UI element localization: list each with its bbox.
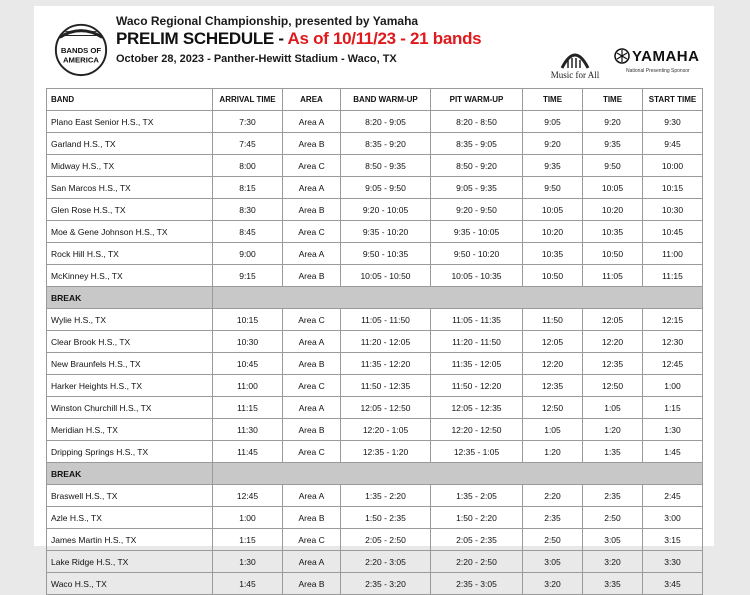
cell-time-2: 1:05 [583,397,643,419]
table-row [47,331,703,353]
cell-band-warmup: 12:05 - 12:50 [341,397,431,419]
cell-band-name: McKinney H.S., TX [47,265,213,287]
break-row [47,463,703,485]
table-row [47,155,703,177]
cell-start-time: 12:45 [643,353,703,375]
cell-start-time: 3:00 [643,507,703,529]
col-header-start: START TIME [643,89,703,111]
cell-time-2: 3:05 [583,529,643,551]
cell-start-time: 12:15 [643,309,703,331]
schedule-title [116,29,536,53]
svg-text:AMERICA: AMERICA [62,55,100,65]
cell-pit-warmup: 2:05 - 2:35 [431,529,523,551]
table-row [47,397,703,419]
cell-arrival-time: 10:30 [213,331,283,353]
cell-arrival-time: 8:15 [213,177,283,199]
title-block [116,14,536,65]
schedule-title-date: As of 10/11/23 - 21 bands [287,29,482,48]
cell-arrival-time: 7:30 [213,111,283,133]
cell-arrival-time: 1:15 [213,529,283,551]
cell-arrival-time: 1:00 [213,507,283,529]
cell-band-warmup: 12:35 - 1:20 [341,441,431,463]
cell-time-2: 12:05 [583,309,643,331]
cell-time-2: 2:50 [583,507,643,529]
cell-band-warmup: 11:05 - 11:50 [341,309,431,331]
cell-band-name: James Martin H.S., TX [47,529,213,551]
cell-band-name: Glen Rose H.S., TX [47,199,213,221]
table-row [47,221,703,243]
cell-start-time: 3:45 [643,573,703,595]
col-header-band: BAND [47,89,213,111]
table-row [47,529,703,551]
cell-band-warmup: 12:20 - 1:05 [341,419,431,441]
cell-time-1: 12:50 [523,397,583,419]
cell-band-warmup: 9:35 - 10:20 [341,221,431,243]
cell-arrival-time: 9:15 [213,265,283,287]
col-header-pit-warmup: PIT WARM-UP [431,89,523,111]
cell-arrival-time: 10:45 [213,353,283,375]
cell-pit-warmup: 1:35 - 2:05 [431,485,523,507]
event-name: Waco Regional Championship, presented by Yamaha [116,14,419,28]
cell-area: Area A [283,485,341,507]
cell-area: Area B [283,419,341,441]
cell-pit-warmup: 8:35 - 9:05 [431,133,523,155]
cell-time-2: 12:20 [583,331,643,353]
schedule-body [47,111,703,595]
cell-time-1: 10:35 [523,243,583,265]
cell-start-time: 11:15 [643,265,703,287]
music-for-all-text: Music for All [550,70,600,80]
cell-band-name: Azle H.S., TX [47,507,213,529]
cell-time-1: 9:20 [523,133,583,155]
header [34,6,714,86]
col-header-area: AREA [283,89,341,111]
cell-arrival-time: 1:45 [213,573,283,595]
cell-area: Area C [283,309,341,331]
cell-time-2: 10:05 [583,177,643,199]
cell-pit-warmup: 12:05 - 12:35 [431,397,523,419]
table-row [47,177,703,199]
table-row [47,419,703,441]
cell-start-time: 10:30 [643,199,703,221]
cell-arrival-time: 8:30 [213,199,283,221]
cell-area: Area A [283,177,341,199]
schedule-title-main: PRELIM SCHEDULE - [116,29,284,48]
cell-band-name: Dripping Springs H.S., TX [47,441,213,463]
table-row [47,265,703,287]
cell-area: Area C [283,221,341,243]
cell-arrival-time: 9:00 [213,243,283,265]
table-row [47,441,703,463]
cell-pit-warmup: 8:50 - 9:20 [431,155,523,177]
cell-band-name: San Marcos H.S., TX [47,177,213,199]
cell-band-warmup: 1:35 - 2:20 [341,485,431,507]
cell-band-name: Garland H.S., TX [47,133,213,155]
cell-start-time: 2:45 [643,485,703,507]
table-row [47,111,703,133]
cell-band-warmup: 8:35 - 9:20 [341,133,431,155]
cell-band-name: Lake Ridge H.S., TX [47,551,213,573]
cell-time-1: 11:50 [523,309,583,331]
cell-pit-warmup: 9:50 - 10:20 [431,243,523,265]
cell-band-warmup: 9:05 - 9:50 [341,177,431,199]
schedule-sheet [34,6,714,589]
cell-area: Area C [283,375,341,397]
cell-pit-warmup: 11:20 - 11:50 [431,331,523,353]
cell-time-2: 9:50 [583,155,643,177]
table-row [47,353,703,375]
yamaha-wordmark: YAMAHA [632,48,700,65]
cell-time-1: 12:20 [523,353,583,375]
break-label: BREAK [47,463,213,485]
cell-arrival-time: 8:45 [213,221,283,243]
cell-pit-warmup: 11:35 - 12:05 [431,353,523,375]
cell-time-1: 10:05 [523,199,583,221]
cell-time-2: 11:05 [583,265,643,287]
cell-time-2: 12:35 [583,353,643,375]
cell-time-1: 1:05 [523,419,583,441]
cell-band-name: New Braunfels H.S., TX [47,353,213,375]
cell-area: Area C [283,441,341,463]
cell-time-1: 2:50 [523,529,583,551]
cell-pit-warmup: 1:50 - 2:20 [431,507,523,529]
cell-pit-warmup: 10:05 - 10:35 [431,265,523,287]
col-header-time-1: TIME [523,89,583,111]
break-label: BREAK [47,287,213,309]
cell-time-1: 3:05 [523,551,583,573]
table-row [47,375,703,397]
cell-band-warmup: 9:50 - 10:35 [341,243,431,265]
cell-band-warmup: 2:20 - 3:05 [341,551,431,573]
cell-band-warmup: 11:20 - 12:05 [341,331,431,353]
cell-area: Area B [283,353,341,375]
cell-band-name: Midway H.S., TX [47,155,213,177]
cell-time-1: 9:05 [523,111,583,133]
bands-of-america-logo-icon [52,20,110,78]
cell-arrival-time: 11:00 [213,375,283,397]
cell-band-warmup: 8:50 - 9:35 [341,155,431,177]
cell-band-warmup: 11:35 - 12:20 [341,353,431,375]
cell-time-2: 3:20 [583,551,643,573]
cell-band-name: Clear Brook H.S., TX [47,331,213,353]
cell-start-time: 11:00 [643,243,703,265]
cell-time-2: 10:35 [583,221,643,243]
col-header-arrival: ARRIVAL TIME [213,89,283,111]
cell-start-time: 1:15 [643,397,703,419]
cell-band-warmup: 10:05 - 10:50 [341,265,431,287]
cell-start-time: 10:45 [643,221,703,243]
break-row [47,287,703,309]
table-row [47,485,703,507]
col-header-time-2: TIME [583,89,643,111]
cell-start-time: 9:45 [643,133,703,155]
break-filler [213,287,703,309]
cell-time-2: 10:20 [583,199,643,221]
cell-area: Area B [283,199,341,221]
break-filler [213,463,703,485]
cell-pit-warmup: 8:20 - 8:50 [431,111,523,133]
cell-time-1: 10:20 [523,221,583,243]
cell-area: Area A [283,243,341,265]
table-row [47,573,703,595]
cell-pit-warmup: 9:35 - 10:05 [431,221,523,243]
cell-time-2: 9:35 [583,133,643,155]
svg-text:BANDS OF: BANDS OF [60,45,102,55]
cell-time-1: 12:05 [523,331,583,353]
cell-time-2: 10:50 [583,243,643,265]
cell-time-1: 1:20 [523,441,583,463]
cell-area: Area B [283,573,341,595]
cell-time-1: 9:50 [523,177,583,199]
col-header-band-warmup: BAND WARM-UP [341,89,431,111]
cell-band-name: Rock Hill H.S., TX [47,243,213,265]
cell-pit-warmup: 9:20 - 9:50 [431,199,523,221]
table-row [47,133,703,155]
table-row [47,309,703,331]
cell-arrival-time: 1:30 [213,551,283,573]
cell-time-1: 2:20 [523,485,583,507]
yamaha-subtitle: National Presenting Sponsor [626,68,690,74]
music-for-all-logo [546,44,604,82]
cell-arrival-time: 11:15 [213,397,283,419]
cell-pit-warmup: 12:20 - 12:50 [431,419,523,441]
cell-band-warmup: 2:05 - 2:50 [341,529,431,551]
cell-start-time: 10:15 [643,177,703,199]
cell-arrival-time: 10:15 [213,309,283,331]
cell-pit-warmup: 11:05 - 11:35 [431,309,523,331]
table-header-row [47,89,703,111]
cell-pit-warmup: 2:35 - 3:05 [431,573,523,595]
cell-band-warmup: 8:20 - 9:05 [341,111,431,133]
cell-pit-warmup: 2:20 - 2:50 [431,551,523,573]
cell-time-1: 2:35 [523,507,583,529]
cell-band-name: Plano East Senior H.S., TX [47,111,213,133]
yamaha-logo [612,46,712,80]
cell-area: Area A [283,331,341,353]
cell-time-1: 9:35 [523,155,583,177]
cell-start-time: 12:30 [643,331,703,353]
cell-time-2: 9:20 [583,111,643,133]
cell-time-2: 12:50 [583,375,643,397]
cell-pit-warmup: 12:35 - 1:05 [431,441,523,463]
cell-area: Area B [283,507,341,529]
cell-band-warmup: 11:50 - 12:35 [341,375,431,397]
cell-band-name: Meridian H.S., TX [47,419,213,441]
cell-time-2: 3:35 [583,573,643,595]
cell-arrival-time: 8:00 [213,155,283,177]
cell-start-time: 10:00 [643,155,703,177]
cell-band-warmup: 2:35 - 3:20 [341,573,431,595]
cell-band-name: Winston Churchill H.S., TX [47,397,213,419]
music-for-all-emblem-icon [560,44,590,70]
schedule-table [46,88,703,595]
cell-area: Area A [283,551,341,573]
cell-area: Area C [283,529,341,551]
cell-band-name: Braswell H.S., TX [47,485,213,507]
cell-time-1: 12:35 [523,375,583,397]
cell-start-time: 3:15 [643,529,703,551]
cell-band-warmup: 1:50 - 2:35 [341,507,431,529]
cell-time-2: 2:35 [583,485,643,507]
cell-area: Area A [283,397,341,419]
cell-start-time: 1:00 [643,375,703,397]
event-date-location: October 28, 2023 - Panther-Hewitt Stadium - Waco, TX [116,53,397,65]
cell-time-1: 3:20 [523,573,583,595]
table-row [47,507,703,529]
cell-arrival-time: 11:45 [213,441,283,463]
cell-pit-warmup: 9:05 - 9:35 [431,177,523,199]
yamaha-tuning-fork-icon [614,48,630,64]
table-row [47,243,703,265]
cell-area: Area B [283,133,341,155]
cell-time-1: 10:50 [523,265,583,287]
cell-area: Area B [283,265,341,287]
cell-start-time: 1:30 [643,419,703,441]
cell-band-name: Wylie H.S., TX [47,309,213,331]
cell-band-name: Harker Heights H.S., TX [47,375,213,397]
cell-band-name: Moe & Gene Johnson H.S., TX [47,221,213,243]
cell-area: Area C [283,155,341,177]
cell-arrival-time: 12:45 [213,485,283,507]
cell-area: Area A [283,111,341,133]
cell-band-warmup: 9:20 - 10:05 [341,199,431,221]
cell-arrival-time: 11:30 [213,419,283,441]
table-row [47,199,703,221]
cell-time-2: 1:20 [583,419,643,441]
cell-arrival-time: 7:45 [213,133,283,155]
cell-start-time: 3:30 [643,551,703,573]
cell-pit-warmup: 11:50 - 12:20 [431,375,523,397]
cell-start-time: 1:45 [643,441,703,463]
cell-band-name: Waco H.S., TX [47,573,213,595]
cell-time-2: 1:35 [583,441,643,463]
cell-start-time: 9:30 [643,111,703,133]
table-row [47,551,703,573]
